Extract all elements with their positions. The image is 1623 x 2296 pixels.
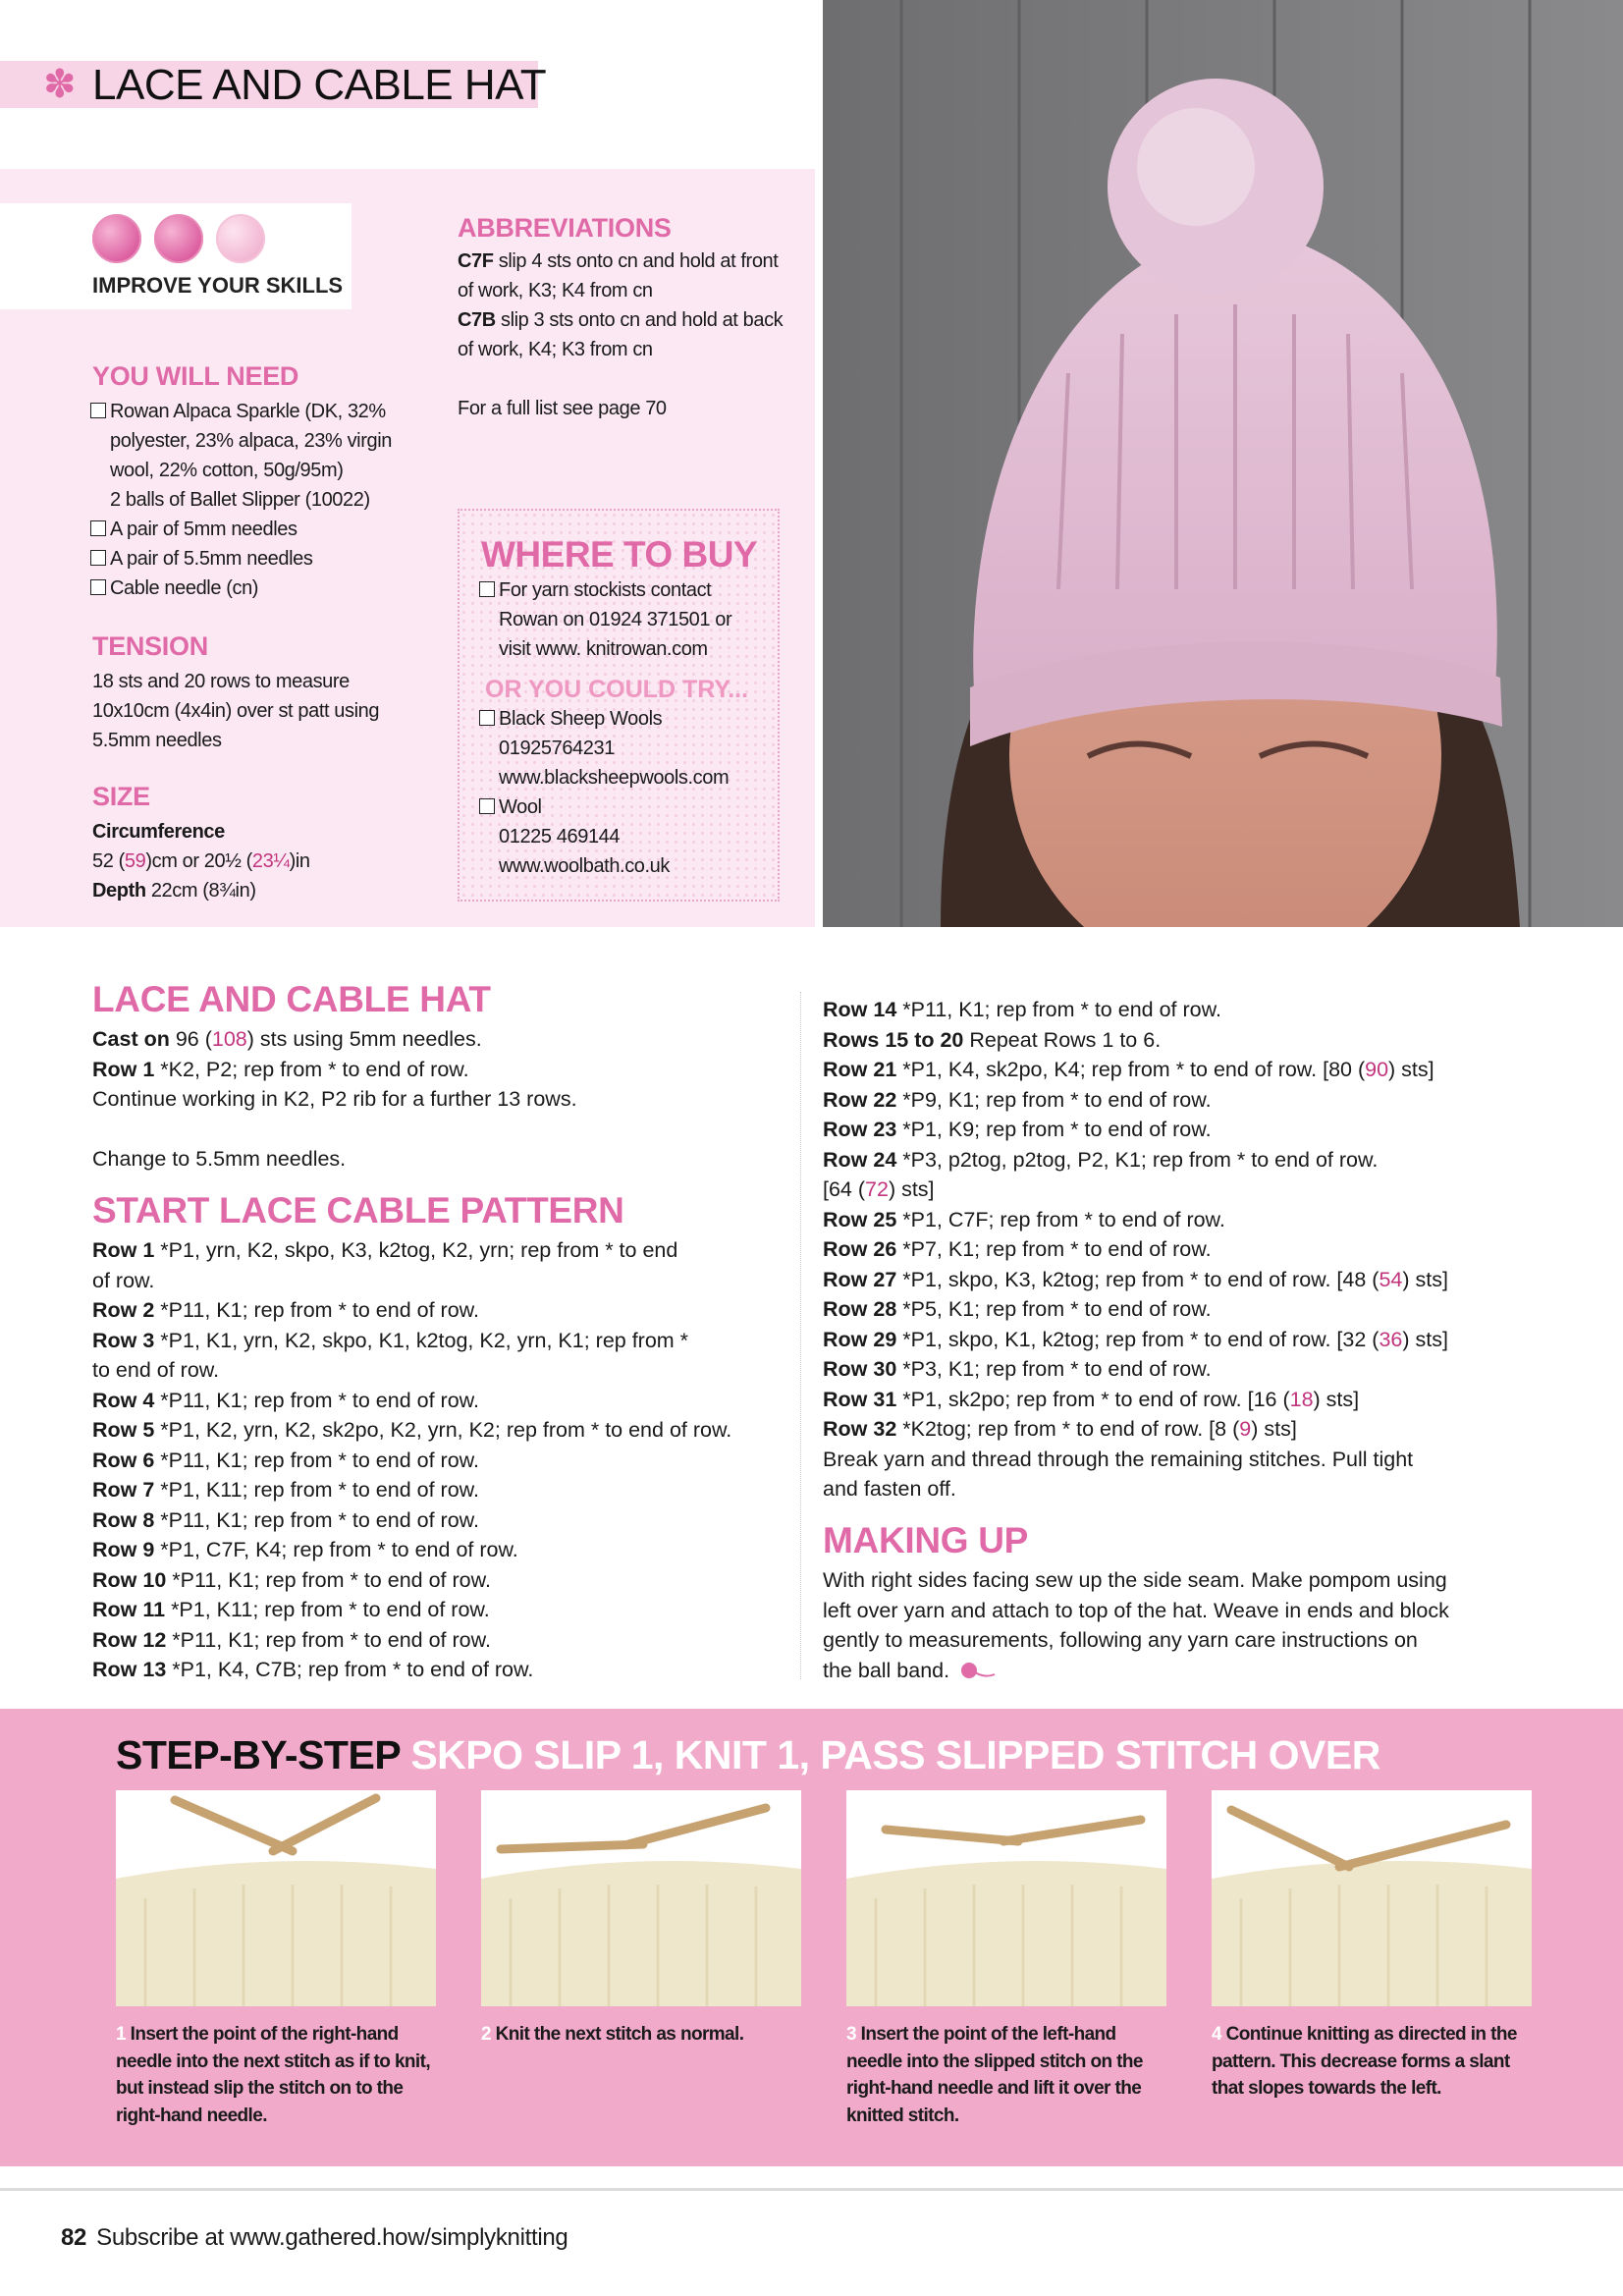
depth-value: Depth 22cm (8¾in) (92, 880, 256, 902)
step-caption: 2 Knit the next stitch as normal. (481, 2024, 744, 2045)
step-photo (116, 1790, 436, 2006)
lace-rows (92, 1235, 731, 1685)
row-line: Row 22 *P9, K1; rep from * to end of row. (823, 1087, 1212, 1112)
materials-list (90, 397, 392, 603)
checkbox-icon (90, 550, 106, 566)
abbreviations-text (458, 246, 783, 423)
stockist-text: For yarn stockists contact Rowan on 01924 371501 or visit www. knitrowan.com (479, 575, 731, 664)
row-line: Row 1 *P1, yrn, K2, skpo, K3, k2tog, K2, yrn; rep from * to end (92, 1238, 678, 1262)
row-line: Row 23 *P1, K9; rep from * to end of row. (823, 1118, 1212, 1141)
footer-divider (0, 2188, 1623, 2191)
row-continuation: [64 (72) sts] (823, 1177, 935, 1201)
step-caption: 1 Insert the point of the right-hand needle into the next stitch as if to knit, but instead slip the stitch on to the right-hand needle. (116, 2024, 431, 2126)
checkbox-icon (479, 581, 495, 597)
decrease-rows (823, 995, 1448, 1504)
instruction-line: left over yarn and attach to top of the hat. Weave in ends and block (823, 1598, 1449, 1622)
skill-level-label: IMPROVE YOUR SKILLS (92, 273, 344, 298)
row-line: Row 10 *P11, K1; rep from * to end of row. (92, 1567, 491, 1592)
cast-on-section (92, 1024, 577, 1175)
row-line: Row 12 *P11, K1; rep from * to end of row. (92, 1627, 491, 1652)
alternatives-heading: OR YOU COULD TRY... (485, 676, 749, 703)
instruction-line: Change to 5.5mm needles. (92, 1147, 347, 1171)
instruction-line: the ball band. (823, 1656, 1449, 1686)
yarn-ball-icon (216, 214, 265, 263)
material-item: A pair of 5.5mm needles (90, 544, 392, 574)
shop-name: Black Sheep Wools (479, 704, 729, 734)
where-to-buy-heading: WHERE TO BUY (481, 534, 758, 574)
material-item: Rowan Alpaca Sparkle (DK, 32% (90, 397, 392, 426)
instruction-line: Break yarn and thread through the remaining stitches. Pull tight (823, 1447, 1414, 1471)
tension-line: 18 sts and 20 rows to measure (92, 671, 350, 692)
size-heading: SIZE (92, 782, 150, 811)
row-line: Row 5 *P1, K2, yrn, K2, sk2po, K2, yrn, K2; rep from * to end of row. (92, 1418, 732, 1442)
subscribe-link[interactable]: Subscribe at www.gathered.how/simplyknitting (96, 2224, 568, 2251)
footer (61, 2224, 568, 2252)
instruction-line: gently to measurements, following any yarn care instructions on (823, 1628, 1418, 1652)
shop-phone: 01225 469144 (499, 826, 621, 847)
abbrev-c7b: C7B slip 3 sts onto cn and hold at back (458, 309, 784, 331)
shop-web: www.woolbath.co.uk (499, 855, 671, 877)
row-line: Row 28 *P5, K1; rep from * to end of row. (823, 1297, 1212, 1321)
material-item: A pair of 5mm needles (90, 515, 392, 544)
making-up-heading: MAKING UP (823, 1520, 1029, 1560)
pattern-heading: LACE AND CABLE HAT (92, 979, 491, 1019)
column-divider (800, 992, 801, 1679)
you-will-need-heading: YOU WILL NEED (92, 361, 299, 391)
row-line: Row 1 *K2, P2; rep from * to end of row. (92, 1057, 469, 1081)
row-line: Row 3 *P1, K1, yrn, K2, skpo, K1, k2tog, K2, yrn, K1; rep from * (92, 1328, 689, 1352)
checkbox-icon (90, 579, 106, 595)
checkbox-icon (90, 520, 106, 536)
row-line: Row 2 *P11, K1; rep from * to end of row. (92, 1298, 479, 1322)
row-line: Row 21 *P1, K4, sk2po, K4; rep from * to end of row. [80 (90) sts] (823, 1058, 1434, 1081)
size-text (92, 817, 310, 905)
row-line: Row 25 *P1, C7F; rep from * to end of row. (823, 1207, 1225, 1231)
flower-icon: ✽ (43, 63, 77, 106)
checkbox-icon (479, 798, 495, 814)
abbrev-line: of work, K4; K3 from cn (458, 339, 653, 360)
page-title: LACE AND CABLE HAT (92, 61, 547, 109)
row-line: Row 31 *P1, sk2po; rep from * to end of row. [16 (18) sts] (823, 1387, 1360, 1411)
tension-text (92, 667, 379, 755)
alternative-shops (479, 704, 729, 881)
tension-heading: TENSION (92, 631, 208, 661)
cast-on-line: Cast on 96 (108) sts using 5mm needles. (92, 1027, 482, 1051)
instruction-line: With right sides facing sew up the side seam. Make pompom using (823, 1568, 1447, 1592)
circumference-label: Circumference (92, 821, 225, 843)
hat-photo (823, 0, 1623, 927)
full-list-note: For a full list see page 70 (458, 398, 667, 419)
row-line: Row 6 *P11, K1; rep from * to end of row. (92, 1448, 479, 1472)
tension-line: 10x10cm (4x4in) over st patt using (92, 700, 380, 722)
row-line: Rows 15 to 20 Repeat Rows 1 to 6. (823, 1027, 1162, 1052)
instruction-line: Continue working in K2, P2 rib for a further 13 rows. (92, 1087, 577, 1111)
yarn-ball-icon (92, 214, 141, 263)
making-up-text (823, 1565, 1449, 1685)
tension-line: 5.5mm needles (92, 730, 222, 751)
row-line: Row 32 *K2tog; rep from * to end of row. [8 (9) sts] (823, 1417, 1297, 1441)
row-line: Row 30 *P3, K1; rep from * to end of row. (823, 1357, 1212, 1381)
material-line: 2 balls of Ballet Slipper (10022) (110, 489, 370, 511)
yarn-ball-icon (154, 214, 203, 263)
abbrev-line: of work, K3; K4 from cn (458, 280, 653, 301)
step-caption: 4 Continue knitting as directed in the pattern. This decrease forms a slant that slopes towards the left. (1212, 2024, 1517, 2099)
lace-pattern-heading: START LACE CABLE PATTERN (92, 1190, 624, 1230)
row-line: Row 14 *P11, K1; rep from * to end of row. (823, 998, 1221, 1021)
row-line: Row 29 *P1, skpo, K1, k2tog; rep from * to end of row. [32 (36) sts] (823, 1327, 1448, 1351)
checkbox-icon (90, 403, 106, 418)
yarn-ball-icon (959, 1661, 997, 1680)
step-by-step-title: STEP-BY-STEP SKPO SLIP 1, KNIT 1, PASS SLIPPED STITCH OVER (116, 1732, 1380, 1777)
material-item: Cable needle (cn) (90, 574, 392, 603)
checkbox-icon (479, 710, 495, 726)
circumference-value: 52 (59)cm or 20½ (23¼)in (92, 850, 310, 872)
shop-web: www.blacksheepwools.com (499, 767, 730, 789)
row-line: Row 24 *P3, p2tog, p2tog, P2, K1; rep from * to end of row. (823, 1147, 1379, 1172)
abbrev-c7f: C7F slip 4 sts onto cn and hold at front (458, 250, 779, 272)
step-photo (481, 1790, 801, 2006)
page-number: 82 (61, 2224, 87, 2251)
row-line: Row 9 *P1, C7F, K4; rep from * to end of row. (92, 1538, 518, 1561)
step-photo (846, 1790, 1166, 2006)
step-caption: 3 Insert the point of the left-hand needle into the slipped stitch on the right-hand needle and lift it over the knitted stitch. (846, 2024, 1143, 2126)
row-line: Row 13 *P1, K4, C7B; rep from * to end of row. (92, 1658, 534, 1681)
shop-name: Wool (479, 793, 729, 822)
row-line: Row 8 *P11, K1; rep from * to end of row. (92, 1507, 479, 1532)
material-line: wool, 22% cotton, 50g/95m) (110, 460, 344, 481)
row-continuation: of row. (92, 1268, 155, 1292)
shop-phone: 01925764231 (499, 738, 615, 759)
row-line: Row 27 *P1, skpo, K3, k2tog; rep from * to end of row. [48 (54) sts] (823, 1267, 1448, 1291)
stockist-line: Rowan on 01924 371501 or (499, 609, 732, 630)
abbreviations-heading: ABBREVIATIONS (458, 213, 672, 243)
row-continuation: to end of row. (92, 1358, 220, 1382)
row-line: Row 4 *P11, K1; rep from * to end of row. (92, 1388, 479, 1412)
step-photo (1212, 1790, 1532, 2006)
material-line: polyester, 23% alpaca, 23% virgin (110, 430, 392, 452)
row-line: Row 26 *P7, K1; rep from * to end of row. (823, 1237, 1212, 1261)
row-line: Row 7 *P1, K11; rep from * to end of row. (92, 1478, 479, 1502)
instruction-line: and fasten off. (823, 1477, 956, 1501)
stockist-line: visit www. knitrowan.com (499, 638, 708, 660)
row-line: Row 11 *P1, K11; rep from * to end of row. (92, 1598, 490, 1621)
